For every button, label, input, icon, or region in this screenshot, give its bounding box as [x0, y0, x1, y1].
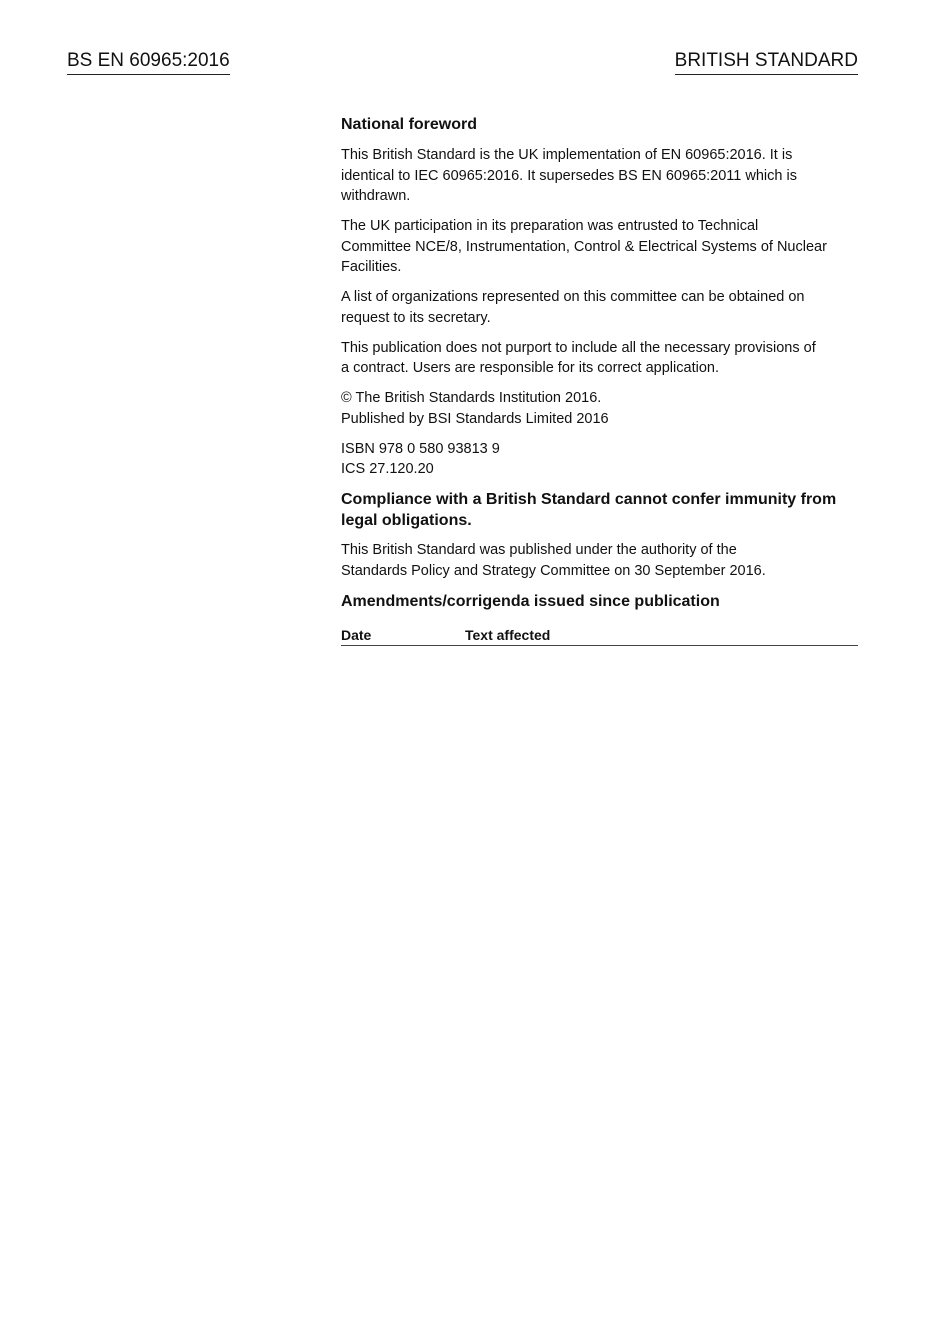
national-foreword-section — [341, 114, 858, 646]
text-line: request to its secretary. — [341, 309, 491, 326]
foreword-title: National foreword — [341, 116, 478, 133]
foreword-paragraph-copyright — [341, 388, 858, 429]
text-line: This British Standard was published under the authority of the — [341, 542, 737, 558]
authority-paragraph — [341, 540, 858, 581]
foreword-paragraph-identifiers — [341, 439, 858, 480]
column-header-date: Date — [341, 626, 372, 643]
isbn-line: ISBN 978 0 580 93813 9 — [341, 440, 500, 457]
foreword-paragraph-contract — [341, 338, 858, 379]
ics-line: ICS 27.120.20 — [341, 461, 434, 477]
amendments-table-header — [341, 626, 858, 646]
text-line: A list of organizations represented on this committee can be obtained on — [341, 289, 805, 305]
text-line: withdrawn. — [341, 188, 411, 204]
foreword-paragraph-organizations — [341, 287, 858, 328]
publisher-line: Published by BSI Standards Limited 2016 — [341, 410, 609, 427]
amendments-heading: Amendments/corrigenda issued since publication — [341, 592, 720, 610]
text-line: The UK participation in its preparation was entrusted to Technical — [341, 218, 759, 234]
document-id: BS EN 60965:2016 — [67, 50, 230, 75]
foreword-paragraph-participation — [341, 216, 858, 278]
text-line: Standards Policy and Strategy Committee on 30 September 2016. — [341, 562, 766, 579]
text-line: Facilities. — [341, 259, 402, 275]
text-line: legal obligations. — [341, 512, 472, 529]
text-line: Committee NCE/8, Instrumentation, Control & Electrical Systems of Nuclear — [341, 238, 827, 255]
foreword-paragraph-implementation — [341, 145, 858, 207]
text-line: identical to IEC 60965:2016. It supersedes BS EN 60965:2011 which is — [341, 167, 797, 184]
text-line: Compliance with a British Standard cannot confer immunity from — [341, 491, 837, 508]
compliance-heading — [341, 489, 858, 531]
column-header-text-affected: Text affected — [465, 626, 551, 643]
text-line: This publication does not purport to include all the necessary provisions of — [341, 339, 816, 356]
text-line: a contract. Users are responsible for its correct application. — [341, 360, 719, 376]
text-line: This British Standard is the UK implementation of EN 60965:2016. It is — [341, 147, 793, 163]
document-type: BRITISH STANDARD — [675, 50, 858, 75]
copyright-line: © The British Standards Institution 2016. — [341, 390, 602, 406]
